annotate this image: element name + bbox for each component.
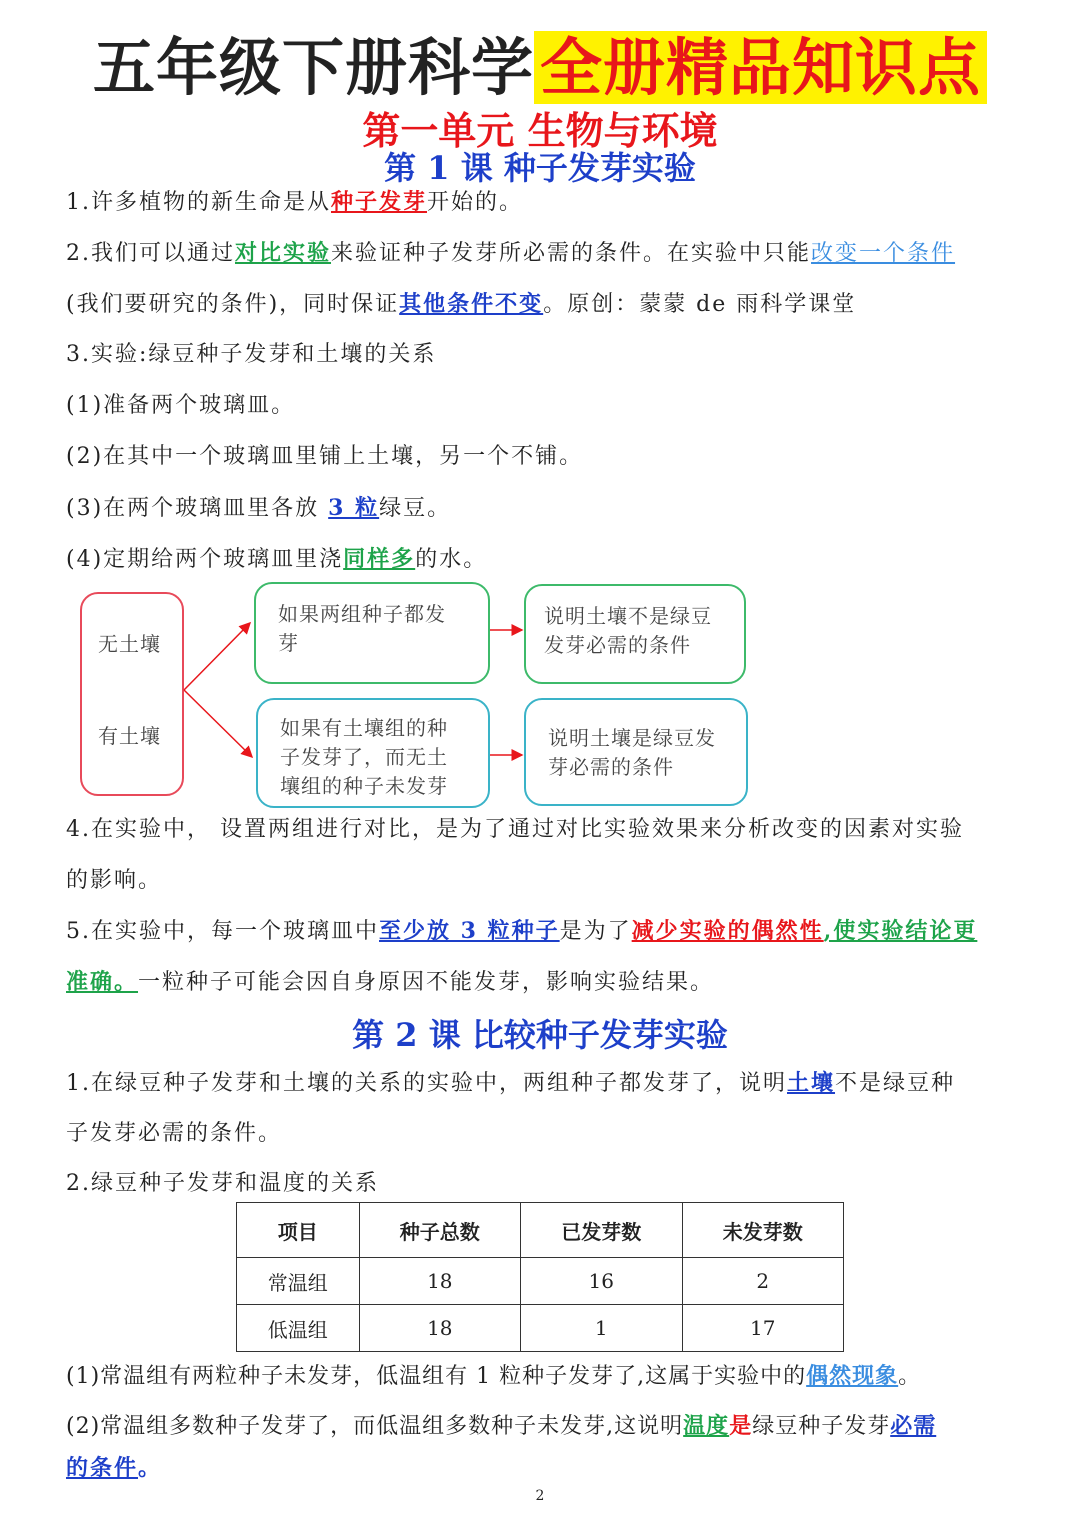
text: 2.我们可以通过	[66, 241, 235, 266]
table-cell: 1	[521, 1305, 682, 1352]
arrow-to-cond1	[184, 623, 250, 690]
lesson2-title: 第 2 课 比较种子发芽实验	[352, 1016, 728, 1054]
keyword: 3 粒	[328, 495, 380, 521]
text: (1)常温组有两粒种子未发芽，低温组有 1 粒种子发芽了,这属于实验中的	[66, 1364, 807, 1389]
lesson2-point1-cont: 子发芽必需的条件。	[66, 1121, 283, 1146]
text: 的水。	[415, 547, 488, 572]
text: 绿豆种子发芽	[752, 1414, 891, 1439]
text: (4)定期给两个玻璃皿里浇	[66, 547, 344, 572]
text: 。	[138, 1455, 163, 1481]
keyword: 的条件	[66, 1455, 139, 1481]
keyword: 土壤	[787, 1070, 836, 1096]
lesson1-step2: (2)在其中一个玻璃皿里铺上土壤，另一个不铺。	[66, 444, 584, 469]
keyword: 偶然现象	[806, 1363, 899, 1389]
table-cell: 低温组	[237, 1305, 360, 1352]
table-header: 已发芽数	[521, 1203, 682, 1258]
table-cell: 常温组	[237, 1258, 360, 1305]
text: 绿豆。	[379, 496, 452, 521]
diagram-no-soil: 无土壤	[98, 632, 161, 656]
text: 。原创：蒙蒙 de 雨科学课堂	[543, 292, 857, 317]
keyword: 温度	[683, 1413, 730, 1439]
lesson1-point4: 4.在实验中， 设置两组进行对比，是为了通过对比实验效果来分析改变的因素对实验	[66, 817, 964, 842]
keyword: 其他条件不变	[399, 291, 544, 317]
lesson2-note1	[66, 1360, 1014, 1393]
text: 开始的。	[427, 190, 524, 215]
text: 。	[898, 1364, 922, 1389]
text: (2)常温组多数种子发芽了，而低温组多数种子未发芽,这说明	[66, 1414, 684, 1439]
text: 来验证种子发芽所必需的条件。在实验中只能	[331, 241, 812, 266]
table-cell: 17	[682, 1305, 844, 1352]
table-cell: 16	[521, 1258, 682, 1305]
table-row	[237, 1305, 844, 1352]
diagram-result2: 说明土壤是绿豆发芽必需的条件	[524, 698, 748, 806]
table-header: 未发芽数	[682, 1203, 844, 1258]
diagram-with-soil: 有土壤	[98, 724, 161, 748]
table-cell: 18	[359, 1258, 520, 1305]
text: 1.在绿豆种子发芽和土壤的关系的实验中，两组种子都发芽了，说明	[66, 1071, 787, 1096]
keyword: 对比实验	[235, 240, 332, 266]
table-row	[237, 1258, 844, 1305]
text: (3)在两个玻璃皿里各放	[66, 496, 329, 521]
text: 是为了	[559, 919, 632, 944]
lesson1-point3: 3.实验:绿豆种子发芽和土壤的关系	[66, 342, 437, 367]
diagram-condition1: 如果两组种子都发芽	[254, 582, 490, 684]
keyword: 种子发芽	[331, 189, 428, 215]
title-highlight: 全册精品知识点	[534, 31, 987, 104]
unit-title: 第一单元 生物与环境	[362, 108, 718, 153]
text: 1.许多植物的新生命是从	[66, 190, 331, 215]
lesson1-point5	[66, 915, 1014, 948]
lesson2-point1	[66, 1067, 1014, 1100]
keyword: ,使实验结论更	[823, 918, 978, 944]
text: (我们要研究的条件)，同时保证	[66, 292, 400, 317]
lesson2-note2	[66, 1410, 1014, 1443]
diagram-condition2: 如果有土壤组的种子发芽了，而无土壤组的种子未发芽	[256, 698, 490, 808]
table-header: 种子总数	[359, 1203, 520, 1258]
keyword: 至少放 3 粒种子	[379, 918, 560, 944]
title-main: 五年级下册科学	[92, 31, 534, 104]
keyword: 减少实验的偶然性	[631, 918, 824, 944]
lesson1-point4-cont: 的影响。	[66, 868, 163, 893]
lesson1-point5-cont	[66, 966, 1014, 999]
keyword: 准确。	[66, 969, 139, 995]
table-cell: 2	[682, 1258, 844, 1305]
text: 一粒种子可能会因自身原因不能发芽，影响实验结果。	[138, 970, 715, 995]
lesson2-note2-cont	[66, 1452, 1014, 1485]
lesson1-title: 第 1 课 种子发芽实验	[384, 149, 696, 187]
lesson1-step1: (1)准备两个玻璃皿。	[66, 393, 296, 418]
page-number: 2	[535, 1488, 545, 1504]
keyword: 必需	[890, 1413, 937, 1439]
arrow-to-cond2	[184, 690, 252, 757]
table-header-row	[237, 1203, 844, 1258]
lesson2-point2: 2.绿豆种子发芽和温度的关系	[66, 1171, 379, 1196]
keyword: 是	[729, 1413, 753, 1439]
table-header: 项目	[237, 1203, 360, 1258]
germination-table	[236, 1202, 844, 1352]
diagram-result1: 说明土壤不是绿豆发芽必需的条件	[524, 584, 746, 684]
table-cell: 18	[359, 1305, 520, 1352]
keyword: 同样多	[343, 546, 416, 572]
text: 不是绿豆种	[835, 1071, 956, 1096]
text: 5.在实验中，每一个玻璃皿中	[66, 919, 379, 944]
keyword: 改变一个条件	[811, 241, 956, 266]
